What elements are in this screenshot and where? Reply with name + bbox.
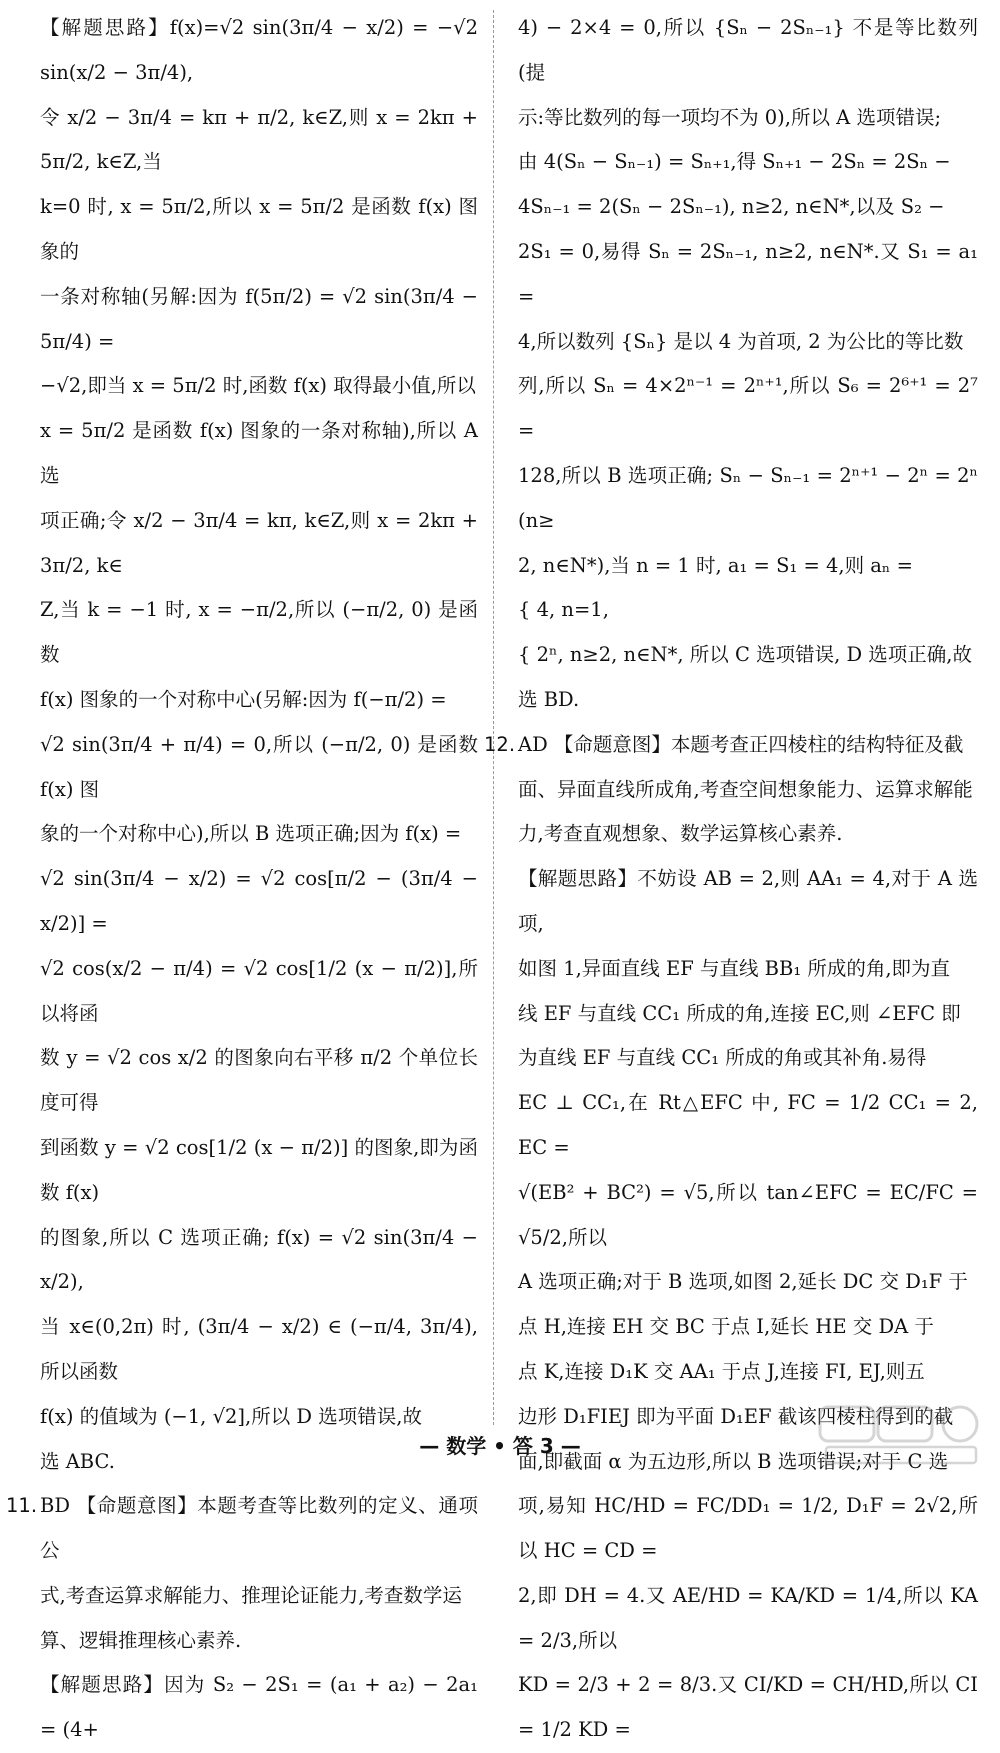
q11-block xyxy=(6,1484,478,1753)
text-line: 4Sₙ₋₁ = 2(Sₙ − 2Sₙ₋₁), n≥2, n∈N*,以及 S₂ − xyxy=(518,195,945,219)
text-line: √2 sin(3π/4 − x/2) = √2 cos[π/2 − (3π/4 − x/2)] = xyxy=(40,867,478,935)
text-line: f(x) 图象的一个对称中心(另解:因为 f(−π/2) = xyxy=(40,687,447,711)
text-line: 4) − 2×4 = 0,所以 {Sₙ − 2Sₙ₋₁} 不是等比数列(提 xyxy=(518,16,978,84)
text-line: 项,易知 HC/HD = FC/DD₁ = 1/2, D₁F = 2√2,所以 HC = CD = xyxy=(518,1494,978,1563)
text-line: 2,即 DH = 4.又 AE/HD = KA/KD = 1/4,所以 KA = 2/3,所以 xyxy=(518,1583,978,1652)
text-line: 【解题思路】f(x)=√2 sin(3π/4 − x/2) = −√2 sin(x/2 − 3π/4), xyxy=(40,16,478,84)
text-line: 面、异面直线所成角,考查空间想象能力、运算求解能 xyxy=(518,777,973,801)
text-line: 点 H,连接 EH 交 BC 于点 I,延长 HE 交 DA 于 xyxy=(518,1315,934,1339)
text-line: 项正确;令 x/2 − 3π/4 = kπ, k∈Z,则 x = 2kπ + 3π/2, k∈ xyxy=(40,508,478,577)
text-line: EC ⊥ CC₁,在 Rt△EFC 中, FC = 1/2 CC₁ = 2, EC = xyxy=(518,1091,978,1159)
text-line: 数 y = √2 cos x/2 的图象向右平移 π/2 个单位长度可得 xyxy=(40,1046,478,1115)
text-line: 面,即截面 α 为五边形,所以 B 选项错误;对于 C 选 xyxy=(518,1449,949,1473)
text-line: 边形 D₁FIEJ 即为平面 D₁EF 截该四棱柱得到的截 xyxy=(518,1404,954,1428)
q11-solution-continued xyxy=(518,6,978,723)
text-line: 令 x/2 − 3π/4 = kπ + π/2, k∈Z,则 x = 2kπ + 5π/2, k∈Z,当 xyxy=(40,105,478,174)
text-line: 【解题思路】不妨设 AB = 2,则 AA₁ = 4,对于 A 选项, xyxy=(518,867,978,935)
text-line: 选 ABC. xyxy=(40,1449,115,1473)
column-divider xyxy=(493,10,494,1425)
text-line: 2S₁ = 0,易得 Sₙ = 2Sₙ₋₁, n≥2, n∈N*.又 S₁ = a₁ = xyxy=(518,239,978,308)
text-line: 选 BD. xyxy=(518,687,580,711)
text-line: √2 sin(3π/4 + π/4) = 0,所以 (−π/2, 0) 是函数 f(x) 图 xyxy=(40,732,478,801)
text-line: √2 cos(x/2 − π/4) = √2 cos[1/2 (x − π/2)],所以将函 xyxy=(40,956,478,1025)
text-line: f(x) 的值域为 (−1, √2],所以 D 选项错误,故 xyxy=(40,1404,422,1428)
text-line: 示:等比数列的每一项均不为 0),所以 A 选项错误; xyxy=(518,105,942,129)
text-line: 的图象,所以 C 选项正确; f(x) = √2 sin(3π/4 − x/2), xyxy=(40,1225,478,1294)
answer-line: BD 【命题意图】本题考查等比数列的定义、通项公 xyxy=(40,1494,478,1563)
piecewise-line: { 2ⁿ, n≥2, n∈N*, 所以 C 选项错误, D 选项正确,故 xyxy=(518,643,972,667)
question-number: 12. xyxy=(484,732,516,756)
text-line: 象的一个对称中心),所以 B 选项正确;因为 f(x) = xyxy=(40,822,462,846)
text-line: 【解题思路】因为 S₂ − 2S₁ = (a₁ + a₂) − 2a₁ = (4+ xyxy=(40,1673,478,1742)
text-line: 当 x∈(0,2π) 时, (3π/4 − x/2) ∈ (−π/4, 3π/4),所以函数 xyxy=(40,1315,478,1383)
text-line: √(EB² + BC²) = √5,所以 tan∠EFC = EC/FC = √5/2,所以 xyxy=(518,1180,978,1249)
text-line: 如图 1,异面直线 EF 与直线 BB₁ 所成的角,即为直 xyxy=(518,956,951,980)
text-line: 由 4(Sₙ − Sₙ₋₁) = Sₙ₊₁,得 Sₙ₊₁ − 2Sₙ = 2Sₙ − xyxy=(518,150,951,174)
text-line: Z,当 k = −1 时, x = −π/2,所以 (−π/2, 0) 是函数 xyxy=(40,598,478,667)
text-line: 式,考查运算求解能力、推理论证能力,考查数学运 xyxy=(40,1583,462,1607)
text-line: 算、逻辑推理核心素养. xyxy=(40,1628,242,1652)
text-line: 4,所以数列 {Sₙ} 是以 4 为首项, 2 为公比的等比数 xyxy=(518,329,964,353)
text-line: A 选项正确;对于 B 选项,如图 2,延长 DC 交 D₁F 于 xyxy=(518,1270,968,1294)
text-line: 到函数 y = √2 cos[1/2 (x − π/2)] 的图象,即为函数 f(x) xyxy=(40,1135,478,1204)
text-line: 列,所以 Sₙ = 4×2ⁿ⁻¹ = 2ⁿ⁺¹,所以 S₆ = 2⁶⁺¹ = 2⁷ = xyxy=(518,374,978,443)
text-line: 线 EF 与直线 CC₁ 所成的角,连接 EC,则 ∠EFC 即 xyxy=(518,1001,961,1025)
watermark-logo xyxy=(816,1401,986,1469)
answer-line: AD 【命题意图】本题考查正四棱柱的结构特征及截 xyxy=(518,732,964,756)
piecewise-line: { 4, n=1, xyxy=(518,598,609,622)
question-number: 11. xyxy=(6,1494,38,1518)
page-footer: — 数学 • 答 3 — xyxy=(419,1434,581,1458)
left-column xyxy=(6,6,478,1753)
text-line: −√2,即当 x = 5π/2 时,函数 f(x) 取得最小值,所以 xyxy=(40,374,476,398)
text-line: x = 5π/2 是函数 f(x) 图象的一条对称轴),所以 A 选 xyxy=(40,419,478,487)
text-line: 一条对称轴(另解:因为 f(5π/2) = √2 sin(3π/4 − 5π/4) = xyxy=(40,284,478,353)
text-line: 为直线 EF 与直线 CC₁ 所成的角或其补角.易得 xyxy=(518,1046,927,1070)
text-line: 128,所以 B 选项正确; Sₙ − Sₙ₋₁ = 2ⁿ⁺¹ − 2ⁿ = 2ⁿ (n≥ xyxy=(518,463,978,532)
text-line: 2, n∈N*),当 n = 1 时, a₁ = S₁ = 4,则 aₙ = xyxy=(518,553,913,577)
text-line: 力,考查直观想象、数学运算核心素养. xyxy=(518,822,843,846)
text-line: KD = 2/3 + 2 = 8/3.又 CI/KD = CH/HD,所以 CI = 1/2 KD = xyxy=(518,1673,978,1742)
q10-solution xyxy=(40,6,478,1484)
text-line: k=0 时, x = 5π/2,所以 x = 5π/2 是函数 f(x) 图象的 xyxy=(40,195,478,263)
text-line: 点 K,连接 D₁K 交 AA₁ 于点 J,连接 FI, EJ,则五 xyxy=(518,1359,925,1383)
